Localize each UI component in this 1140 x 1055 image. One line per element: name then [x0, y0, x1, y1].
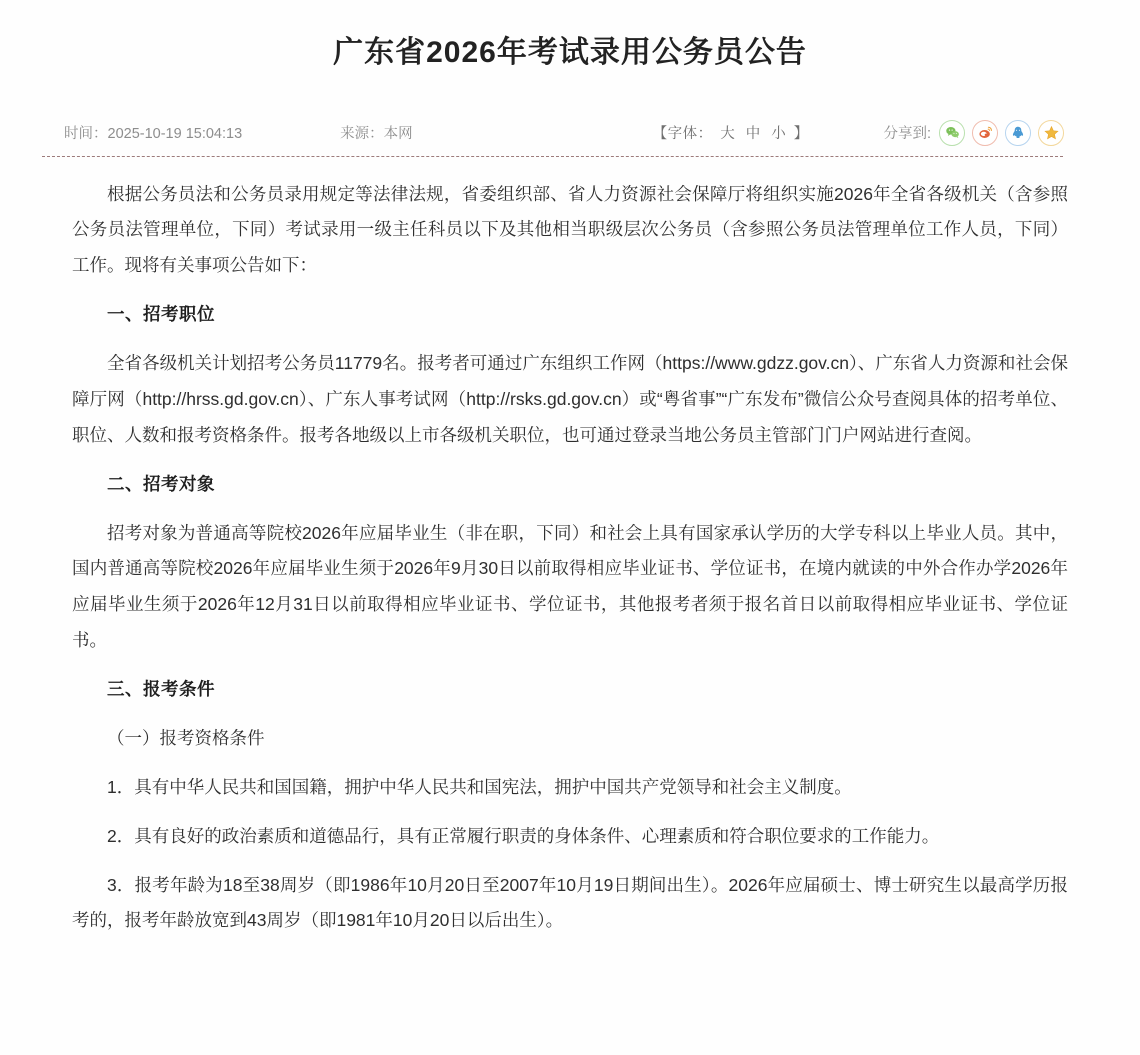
- share-section: [883, 120, 1064, 146]
- font-size-large-button[interactable]: 大: [720, 126, 736, 142]
- qq-icon: [1011, 125, 1025, 140]
- publish-time: 时间：2025-10-19 15:04:13: [64, 126, 243, 142]
- section-heading-2: 二、招考对象: [107, 473, 215, 494]
- article-meta-bar: [42, 110, 1064, 156]
- share-weibo-button[interactable]: [972, 120, 998, 146]
- section-1-paragraph: 全省各级机关计划招考公务员11779名。报考者可通过广东组织工作网（https://www.gdzz.gov.cn）、广东省人力资源和社会保障厅网（http://hrss.gd.gov.cn）、广东人事考试网（http://rsks.gd.gov.cn）或“粤省事”“广东发布”微信公众号查阅具体的招考单位、职位、人数和报考资格条件。报考各地级以上市各级机关职位，也可通过登录当地公务员主管部门门户网站进行查阅。: [72, 353, 1068, 445]
- section-3-item-2: 2．具有良好的政治素质和道德品行，具有正常履行职责的身体条件、心理素质和符合职位要求的工作能力。: [107, 825, 940, 846]
- weibo-icon: [978, 125, 993, 140]
- star-icon: [1044, 125, 1059, 140]
- font-size-small-button[interactable]: 小: [771, 126, 787, 142]
- intro-paragraph: 根据公务员法和公务员录用规定等法律法规，省委组织部、省人力资源社会保障厅将组织实施2026年全省各级机关（含参照公务员法管理单位，下同）考试录用一级主任科员以下及其他相当职级层次公务员（含参照公务员法管理单位工作人员，下同）工作。现将有关事项公告如下：: [72, 183, 1068, 276]
- share-icon-list: [939, 120, 1064, 146]
- article-source: 来源：本网: [340, 126, 413, 142]
- font-size-medium-button[interactable]: 中: [745, 126, 761, 142]
- section-3-item-1: 1．具有中华人民共和国国籍，拥护中华人民共和国宪法，拥护中国共产党领导和社会主义制度。: [107, 776, 852, 797]
- section-3-subheading-1: （一）报考资格条件: [107, 727, 265, 748]
- font-size-suffix: 】: [793, 126, 809, 142]
- share-qq-button[interactable]: [1005, 120, 1031, 146]
- section-heading-1: 一、招考职位: [107, 304, 215, 325]
- share-label: 分享到:: [883, 126, 931, 142]
- article-content: [0, 157, 1140, 983]
- section-2-paragraph: 招考对象为普通高等院校2026年应届毕业生（非在职，下同）和社会上具有国家承认学历的大学专科以上毕业人员。其中，国内普通高等院校2026年应届毕业生须于2026年9月30日以前取得相应毕业证书、学位证书，在境内就读的中外合作办学2026年应届毕业生须于2026年12月31日以前取得相应毕业证书、学位证书，其他报考者须于报名首日以前取得相应毕业证书、学位证书。: [72, 522, 1068, 651]
- page-title: 广东省2026年考试录用公务员公告: [333, 36, 807, 69]
- share-favorite-button[interactable]: [1038, 120, 1064, 146]
- wechat-icon: [945, 125, 960, 140]
- font-size-controls: [653, 122, 809, 143]
- font-size-prefix: 【字体：: [652, 126, 713, 142]
- section-heading-3: 三、报考条件: [107, 679, 215, 699]
- section-3-item-3: 3．报考年龄为18至38周岁（即1986年10月20日至2007年10月19日期间出生）。2026年应届硕士、博士研究生以最高学历报考的，报考年龄放宽到43周岁（即1981年10月20日以后出生）。: [72, 874, 1068, 931]
- share-wechat-button[interactable]: [939, 120, 965, 146]
